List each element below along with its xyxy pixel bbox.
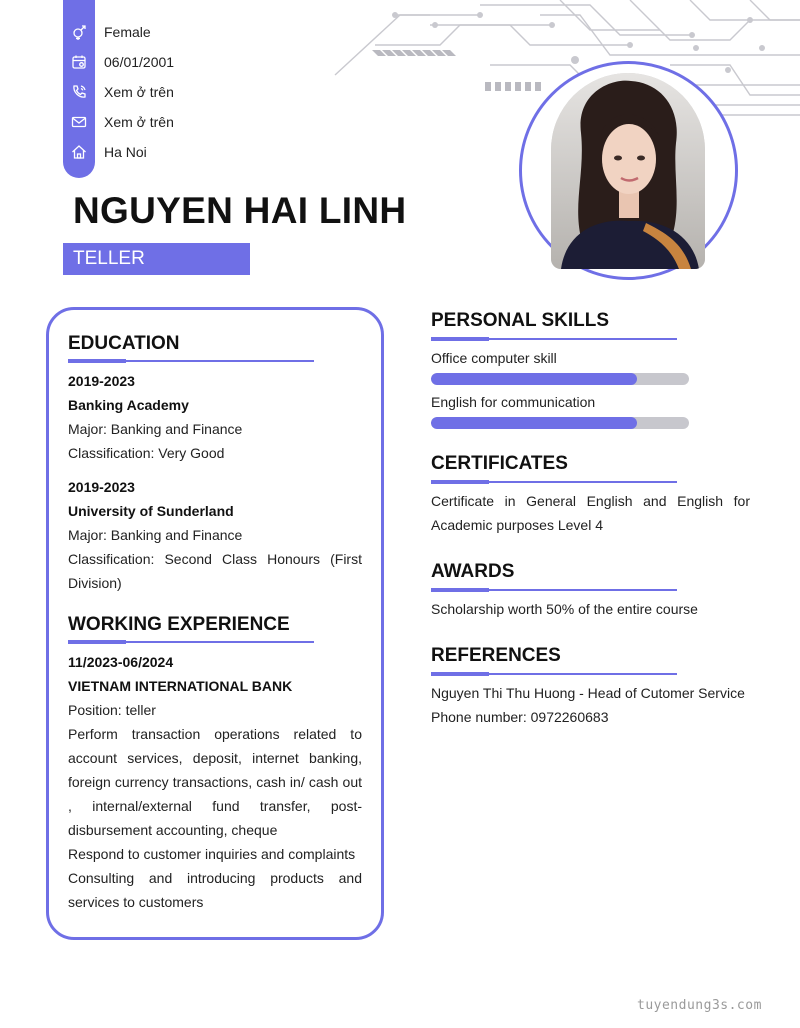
reference-phone: Phone number: 0972260683: [431, 709, 609, 725]
experience-heading: WORKING EXPERIENCE: [68, 614, 290, 635]
contact-email: [63, 107, 174, 137]
skill-1-label: Office computer skill: [431, 350, 557, 366]
birthday-text: 06/01/2001: [104, 54, 175, 70]
experience-position: Position: teller: [68, 702, 156, 718]
certificates-text: Certificate in General English and English for Academic purposes Level 4: [431, 493, 750, 533]
experience-duty-2: Respond to customer inquiries and complaints: [68, 846, 356, 862]
education-2-major: Major: Banking and Finance: [68, 527, 243, 543]
skill-1-bar-fill: [431, 373, 637, 385]
contact-phone: [63, 77, 174, 107]
education-1-years: 2019-2023: [68, 373, 135, 389]
experience-duty-1: Perform transaction operations related to account services, deposit, internet banking, foreign currency transactions, cash in/ cash out , internal/external fund transfer, post-disbursement accounting, cheque: [68, 726, 362, 838]
experience-period: 11/2023-06/2024: [68, 654, 174, 670]
skill-2-bar-fill: [431, 417, 637, 429]
watermark: tuyendung3s.com: [637, 998, 762, 1013]
email-text: Xem ở trên: [104, 114, 174, 130]
phone-icon: [63, 77, 95, 107]
awards-divider: [431, 589, 677, 591]
education-1-classification: Classification: Very Good: [68, 445, 225, 461]
education-divider: [68, 360, 314, 362]
calendar-icon: [63, 47, 95, 77]
education-1-school: Banking Academy: [68, 397, 189, 413]
education-2-years: 2019-2023: [68, 479, 135, 495]
contact-address: [63, 137, 147, 167]
skill-2-bar: [431, 417, 689, 429]
experience-company: VIETNAM INTERNATIONAL BANK: [68, 678, 293, 694]
profile-photo: [551, 73, 705, 269]
address-text: Ha Noi: [104, 144, 147, 160]
education-1-major: Major: Banking and Finance: [68, 421, 243, 437]
gender-icon: [63, 17, 95, 47]
skills-divider: [431, 338, 677, 340]
candidate-name: NGUYEN HAI LINH: [73, 190, 407, 231]
skill-1-bar: [431, 373, 689, 385]
skills-heading: PERSONAL SKILLS: [431, 310, 610, 331]
gender-text: Female: [104, 24, 151, 40]
awards-heading: AWARDS: [431, 561, 515, 582]
certificates-divider: [431, 481, 677, 483]
skill-2-label: English for communication: [431, 394, 596, 410]
reference-name: Nguyen Thi Thu Huong - Head of Cutomer Service: [431, 685, 745, 701]
references-heading: REFERENCES: [431, 645, 561, 666]
references-divider: [431, 673, 677, 675]
job-title-badge: TELLER: [63, 243, 250, 275]
certificates-heading: CERTIFICATES: [431, 453, 568, 474]
education-2-school: University of Sunderland: [68, 503, 234, 519]
contact-gender: [63, 17, 151, 47]
contact-birthday: [63, 47, 174, 77]
mail-icon: [63, 107, 95, 137]
home-icon: [63, 137, 95, 167]
awards-text: Scholarship worth 50% of the entire course: [431, 601, 698, 617]
phone-text: Xem ở trên: [104, 84, 174, 100]
experience-duty-3: Consulting and introducing products and services to customers: [68, 870, 362, 910]
education-heading: EDUCATION: [68, 333, 180, 354]
education-2-classification: Classification: Second Class Honours (First Division): [68, 551, 362, 591]
experience-divider: [68, 641, 314, 643]
